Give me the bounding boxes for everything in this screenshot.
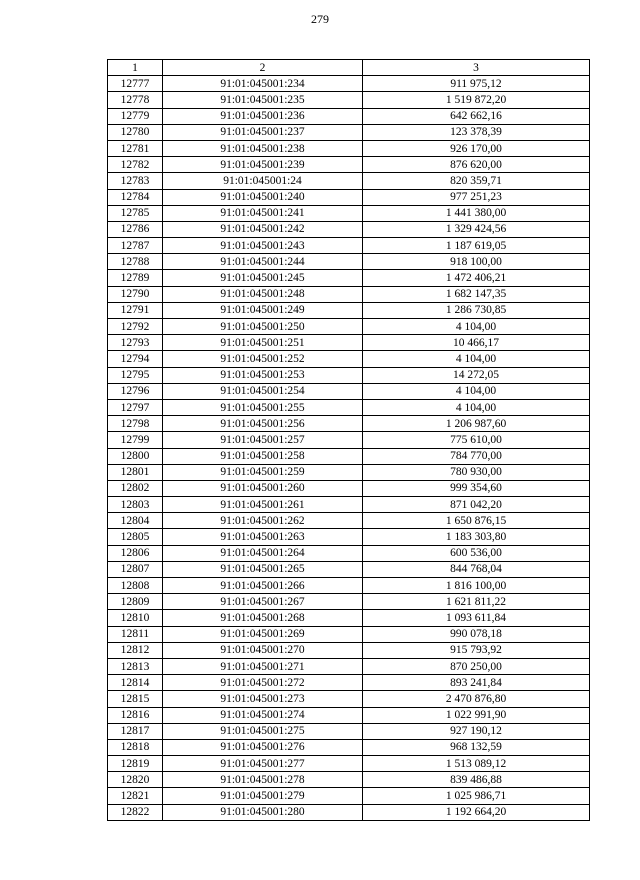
table-row xyxy=(108,416,590,432)
row-number-cell: 12787 xyxy=(108,238,163,254)
row-number-cell: 12788 xyxy=(108,254,163,270)
cadastral-number-cell: 91:01:045001:236 xyxy=(163,108,363,124)
table-row xyxy=(108,594,590,610)
value-cell: 1 183 303,80 xyxy=(363,529,590,545)
table-row xyxy=(108,513,590,529)
row-number-cell: 12778 xyxy=(108,92,163,108)
table-row xyxy=(108,788,590,804)
cadastral-number-cell: 91:01:045001:268 xyxy=(163,610,363,626)
row-number-cell: 12804 xyxy=(108,513,163,529)
row-number-cell: 12785 xyxy=(108,205,163,221)
table-header-row xyxy=(108,60,590,76)
value-cell: 784 770,00 xyxy=(363,448,590,464)
row-number-cell: 12815 xyxy=(108,691,163,707)
cadastral-number-cell: 91:01:045001:270 xyxy=(163,642,363,658)
value-cell: 1 093 611,84 xyxy=(363,610,590,626)
row-number-cell: 12799 xyxy=(108,432,163,448)
cadastral-number-cell: 91:01:045001:24 xyxy=(163,173,363,189)
cadastral-number-cell: 91:01:045001:238 xyxy=(163,140,363,156)
value-cell: 1 187 619,05 xyxy=(363,238,590,254)
column-header-2: 2 xyxy=(163,60,363,76)
value-cell: 1 519 872,20 xyxy=(363,92,590,108)
value-cell: 10 466,17 xyxy=(363,335,590,351)
row-number-cell: 12792 xyxy=(108,319,163,335)
cadastral-number-cell: 91:01:045001:273 xyxy=(163,691,363,707)
value-cell: 927 190,12 xyxy=(363,723,590,739)
value-cell: 918 100,00 xyxy=(363,254,590,270)
table-row xyxy=(108,205,590,221)
cadastral-number-cell: 91:01:045001:258 xyxy=(163,448,363,464)
table-row xyxy=(108,561,590,577)
cadastral-number-cell: 91:01:045001:244 xyxy=(163,254,363,270)
table-row xyxy=(108,804,590,820)
row-number-cell: 12798 xyxy=(108,416,163,432)
table-row xyxy=(108,319,590,335)
row-number-cell: 12812 xyxy=(108,642,163,658)
value-cell: 600 536,00 xyxy=(363,545,590,561)
value-cell: 839 486,88 xyxy=(363,772,590,788)
table-row xyxy=(108,707,590,723)
table-row xyxy=(108,221,590,237)
table-row xyxy=(108,464,590,480)
value-cell: 642 662,16 xyxy=(363,108,590,124)
value-cell: 4 104,00 xyxy=(363,319,590,335)
cadastral-number-cell: 91:01:045001:267 xyxy=(163,594,363,610)
row-number-cell: 12816 xyxy=(108,707,163,723)
row-number-cell: 12777 xyxy=(108,76,163,92)
cadastral-number-cell: 91:01:045001:262 xyxy=(163,513,363,529)
value-cell: 1 472 406,21 xyxy=(363,270,590,286)
cadastral-number-cell: 91:01:045001:256 xyxy=(163,416,363,432)
value-cell: 4 104,00 xyxy=(363,399,590,415)
value-cell: 1 192 664,20 xyxy=(363,804,590,820)
table-row xyxy=(108,529,590,545)
cadastral-number-cell: 91:01:045001:254 xyxy=(163,383,363,399)
row-number-cell: 12790 xyxy=(108,286,163,302)
row-number-cell: 12822 xyxy=(108,804,163,820)
cadastral-number-cell: 91:01:045001:239 xyxy=(163,157,363,173)
column-header-1: 1 xyxy=(108,60,163,76)
cadastral-number-cell: 91:01:045001:243 xyxy=(163,238,363,254)
cadastral-number-cell: 91:01:045001:252 xyxy=(163,351,363,367)
value-cell: 990 078,18 xyxy=(363,626,590,642)
cadastral-number-cell: 91:01:045001:271 xyxy=(163,658,363,674)
cadastral-number-cell: 91:01:045001:253 xyxy=(163,367,363,383)
row-number-cell: 12779 xyxy=(108,108,163,124)
value-cell: 1 621 811,22 xyxy=(363,594,590,610)
cadastral-number-cell: 91:01:045001:259 xyxy=(163,464,363,480)
table-row xyxy=(108,124,590,140)
cadastral-number-cell: 91:01:045001:251 xyxy=(163,335,363,351)
table-row xyxy=(108,658,590,674)
value-cell: 1 206 987,60 xyxy=(363,416,590,432)
page-number: 279 xyxy=(311,12,329,26)
row-number-cell: 12806 xyxy=(108,545,163,561)
cadastral-number-cell: 91:01:045001:257 xyxy=(163,432,363,448)
table-row xyxy=(108,92,590,108)
table-row xyxy=(108,626,590,642)
table-row xyxy=(108,335,590,351)
cadastral-number-cell: 91:01:045001:245 xyxy=(163,270,363,286)
table-row xyxy=(108,399,590,415)
table-body xyxy=(108,76,590,821)
value-cell: 926 170,00 xyxy=(363,140,590,156)
cadastral-number-cell: 91:01:045001:264 xyxy=(163,545,363,561)
table-row xyxy=(108,756,590,772)
data-table xyxy=(107,59,590,821)
table-row xyxy=(108,254,590,270)
row-number-cell: 12797 xyxy=(108,399,163,415)
row-number-cell: 12791 xyxy=(108,302,163,318)
value-cell: 876 620,00 xyxy=(363,157,590,173)
value-cell: 844 768,04 xyxy=(363,561,590,577)
table-row xyxy=(108,383,590,399)
table-row xyxy=(108,497,590,513)
value-cell: 1 816 100,00 xyxy=(363,578,590,594)
table-row xyxy=(108,286,590,302)
table-row xyxy=(108,302,590,318)
value-cell: 977 251,23 xyxy=(363,189,590,205)
value-cell: 4 104,00 xyxy=(363,383,590,399)
value-cell: 775 610,00 xyxy=(363,432,590,448)
table-row xyxy=(108,691,590,707)
cadastral-number-cell: 91:01:045001:255 xyxy=(163,399,363,415)
row-number-cell: 12808 xyxy=(108,578,163,594)
cadastral-number-cell: 91:01:045001:241 xyxy=(163,205,363,221)
row-number-cell: 12784 xyxy=(108,189,163,205)
cadastral-number-cell: 91:01:045001:240 xyxy=(163,189,363,205)
table-row xyxy=(108,723,590,739)
value-cell: 1 286 730,85 xyxy=(363,302,590,318)
cadastral-number-cell: 91:01:045001:235 xyxy=(163,92,363,108)
table-row xyxy=(108,675,590,691)
cadastral-number-cell: 91:01:045001:260 xyxy=(163,480,363,496)
table-row xyxy=(108,189,590,205)
row-number-cell: 12805 xyxy=(108,529,163,545)
cadastral-number-cell: 91:01:045001:261 xyxy=(163,497,363,513)
value-cell: 893 241,84 xyxy=(363,675,590,691)
table-row xyxy=(108,739,590,755)
cadastral-number-cell: 91:01:045001:248 xyxy=(163,286,363,302)
table-row xyxy=(108,270,590,286)
value-cell: 999 354,60 xyxy=(363,480,590,496)
cadastral-number-cell: 91:01:045001:249 xyxy=(163,302,363,318)
row-number-cell: 12781 xyxy=(108,140,163,156)
row-number-cell: 12789 xyxy=(108,270,163,286)
value-cell: 1 682 147,35 xyxy=(363,286,590,302)
row-number-cell: 12820 xyxy=(108,772,163,788)
table-row xyxy=(108,76,590,92)
row-number-cell: 12780 xyxy=(108,124,163,140)
table-row xyxy=(108,238,590,254)
row-number-cell: 12796 xyxy=(108,383,163,399)
row-number-cell: 12809 xyxy=(108,594,163,610)
row-number-cell: 12817 xyxy=(108,723,163,739)
value-cell: 1 650 876,15 xyxy=(363,513,590,529)
row-number-cell: 12813 xyxy=(108,658,163,674)
row-number-cell: 12795 xyxy=(108,367,163,383)
cadastral-number-cell: 91:01:045001:272 xyxy=(163,675,363,691)
row-number-cell: 12818 xyxy=(108,739,163,755)
cadastral-number-cell: 91:01:045001:280 xyxy=(163,804,363,820)
row-number-cell: 12819 xyxy=(108,756,163,772)
cadastral-number-cell: 91:01:045001:269 xyxy=(163,626,363,642)
table-row xyxy=(108,432,590,448)
row-number-cell: 12794 xyxy=(108,351,163,367)
table-row xyxy=(108,351,590,367)
value-cell: 968 132,59 xyxy=(363,739,590,755)
table-row xyxy=(108,480,590,496)
table-row xyxy=(108,448,590,464)
cadastral-number-cell: 91:01:045001:242 xyxy=(163,221,363,237)
table-row xyxy=(108,642,590,658)
cadastral-number-cell: 91:01:045001:265 xyxy=(163,561,363,577)
value-cell: 1 329 424,56 xyxy=(363,221,590,237)
cadastral-number-cell: 91:01:045001:234 xyxy=(163,76,363,92)
cadastral-number-cell: 91:01:045001:237 xyxy=(163,124,363,140)
value-cell: 820 359,71 xyxy=(363,173,590,189)
cadastral-number-cell: 91:01:045001:250 xyxy=(163,319,363,335)
row-number-cell: 12782 xyxy=(108,157,163,173)
row-number-cell: 12821 xyxy=(108,788,163,804)
row-number-cell: 12800 xyxy=(108,448,163,464)
value-cell: 1 022 991,90 xyxy=(363,707,590,723)
cadastral-number-cell: 91:01:045001:277 xyxy=(163,756,363,772)
value-cell: 871 042,20 xyxy=(363,497,590,513)
table-row xyxy=(108,578,590,594)
row-number-cell: 12807 xyxy=(108,561,163,577)
table-row xyxy=(108,173,590,189)
row-number-cell: 12786 xyxy=(108,221,163,237)
value-cell: 4 104,00 xyxy=(363,351,590,367)
row-number-cell: 12793 xyxy=(108,335,163,351)
table-row xyxy=(108,108,590,124)
value-cell: 915 793,92 xyxy=(363,642,590,658)
value-cell: 870 250,00 xyxy=(363,658,590,674)
cadastral-number-cell: 91:01:045001:263 xyxy=(163,529,363,545)
cadastral-number-cell: 91:01:045001:274 xyxy=(163,707,363,723)
value-cell: 780 930,00 xyxy=(363,464,590,480)
value-cell: 14 272,05 xyxy=(363,367,590,383)
value-cell: 1 025 986,71 xyxy=(363,788,590,804)
value-cell: 2 470 876,80 xyxy=(363,691,590,707)
cadastral-number-cell: 91:01:045001:275 xyxy=(163,723,363,739)
row-number-cell: 12814 xyxy=(108,675,163,691)
row-number-cell: 12810 xyxy=(108,610,163,626)
value-cell: 1 441 380,00 xyxy=(363,205,590,221)
row-number-cell: 12802 xyxy=(108,480,163,496)
table-row xyxy=(108,157,590,173)
cadastral-number-cell: 91:01:045001:279 xyxy=(163,788,363,804)
value-cell: 123 378,39 xyxy=(363,124,590,140)
table-row xyxy=(108,772,590,788)
cadastral-number-cell: 91:01:045001:278 xyxy=(163,772,363,788)
value-cell: 911 975,12 xyxy=(363,76,590,92)
cadastral-number-cell: 91:01:045001:276 xyxy=(163,739,363,755)
row-number-cell: 12811 xyxy=(108,626,163,642)
table-header xyxy=(108,60,590,76)
table-row xyxy=(108,367,590,383)
row-number-cell: 12801 xyxy=(108,464,163,480)
cadastral-number-cell: 91:01:045001:266 xyxy=(163,578,363,594)
column-header-3: 3 xyxy=(363,60,590,76)
row-number-cell: 12783 xyxy=(108,173,163,189)
row-number-cell: 12803 xyxy=(108,497,163,513)
value-cell: 1 513 089,12 xyxy=(363,756,590,772)
table-row xyxy=(108,140,590,156)
table-row xyxy=(108,545,590,561)
table-row xyxy=(108,610,590,626)
